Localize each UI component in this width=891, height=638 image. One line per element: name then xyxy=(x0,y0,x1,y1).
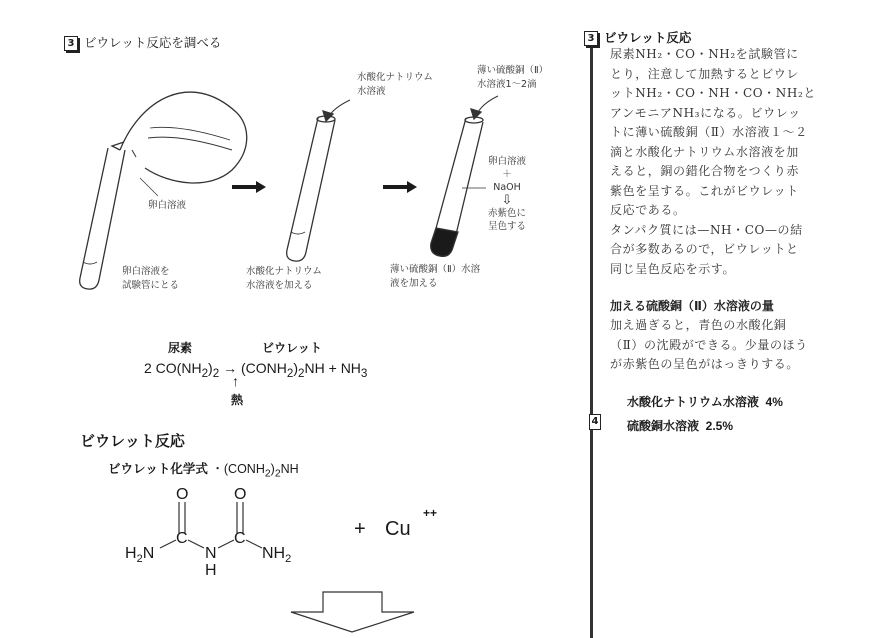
para-line: 合が多数あるので，ビウレットと xyxy=(610,242,799,256)
formula-sub: 2 xyxy=(264,468,271,480)
eq-sub: 3 xyxy=(360,366,368,380)
tube3-note-line5: 赤紫色に xyxy=(488,208,527,219)
para-line: トに薄い硫酸銅（Ⅱ）水溶液１～２ xyxy=(610,125,808,139)
eq-sub: 2 xyxy=(212,366,220,380)
cuso4-label-line1: 薄い硫酸銅（Ⅱ） xyxy=(477,65,549,76)
left-section-number: 3 xyxy=(64,36,78,51)
step1-caption-line1: 卵白溶液を xyxy=(122,266,170,277)
naoh-label-line1: 水酸化ナトリウム xyxy=(357,72,433,83)
structure-o2: O xyxy=(234,486,247,503)
step1-caption-line2: 試験管にとる xyxy=(122,280,180,291)
copper-ion: Cu xyxy=(385,518,411,540)
tube3-note-line2: ＋ xyxy=(502,169,512,180)
naoh-label-line2: 水溶液 xyxy=(357,86,386,97)
step3-caption-line2: 液を加える xyxy=(390,278,438,289)
right-subheading: 加える硫酸銅（Ⅱ）水溶液の量 xyxy=(610,299,774,313)
eq-product: (CONH xyxy=(240,360,287,376)
right-paragraph xyxy=(610,45,820,279)
right-paragraph-2 xyxy=(610,316,820,375)
formula-sub: 2 xyxy=(274,468,281,480)
structure-c1: C xyxy=(176,530,188,547)
para-line: えると，銅の錯化合物をつくり赤 xyxy=(610,164,800,178)
reagent-cuso4: 硫酸銅水溶液 2.5% xyxy=(627,419,734,433)
equation-label-urea: 尿素 xyxy=(168,341,193,355)
equation-label-biuret: ビウレット xyxy=(262,341,322,355)
para-line: ットNH₂・CO・NH・CO・NH₂と xyxy=(610,86,816,100)
copper-charge: ++ xyxy=(423,506,438,520)
eq-sub: 2 xyxy=(286,366,294,380)
reagent-naoh: 水酸化ナトリウム水溶液 4% xyxy=(627,395,783,409)
structure-o1: O xyxy=(176,486,189,503)
structure-n-mid: N xyxy=(205,545,217,562)
right-section4-number: 4 xyxy=(589,414,601,430)
right-section-number: 3 xyxy=(584,31,598,46)
plus-sign: + xyxy=(354,518,366,540)
eq-sub: 2 xyxy=(298,366,305,380)
right-section-header xyxy=(584,28,691,46)
para-line: とり，注意して加熱するとビウレ xyxy=(610,66,800,81)
step2-caption-line2: 水溶液を加える xyxy=(246,280,313,291)
eq-product: NH + NH xyxy=(304,360,361,376)
structure-h-mid: H xyxy=(205,562,217,579)
para2-line: 加え過ぎると，青色の水酸化銅 xyxy=(610,318,787,332)
eq-paren: ) xyxy=(293,360,299,376)
left-section-title: ビウレット反応を調べる xyxy=(84,35,222,50)
para2-line: が赤紫色の呈色がはっきりする。 xyxy=(610,357,800,371)
para-line: 同じ呈色反応を示す。 xyxy=(610,261,736,276)
h2n-sub: 2 xyxy=(136,553,143,566)
formula-part: ) xyxy=(270,462,275,476)
para2-line: （Ⅱ）の沈殿ができる。少量のほう xyxy=(610,337,808,352)
formula-dot: ・ xyxy=(211,462,224,476)
h2n-h: H xyxy=(125,545,137,562)
nh2-sub: 2 xyxy=(285,553,292,566)
step2-caption-line1: 水酸化ナトリウム xyxy=(246,266,322,277)
para-line: 紫色を呈する。これがビウレット xyxy=(610,183,799,198)
cuso4-label-line2: 水溶液1～2滴 xyxy=(477,79,537,90)
formula-part: NH xyxy=(280,462,299,476)
step3-caption-line1: 薄い硫酸銅（Ⅱ）水溶 xyxy=(390,264,481,275)
tube3-note-line6: 呈色する xyxy=(488,221,527,232)
heat-arrow-icon: ↑ xyxy=(232,373,239,389)
biuret-reaction-heading: ビウレット反応 xyxy=(80,433,185,450)
down-arrow-icon: ⇩ xyxy=(501,193,513,208)
para-line: 尿素NH₂・CO・NH₂を試験管に xyxy=(610,47,799,61)
right-margin-rule xyxy=(590,44,593,638)
formula-part: (CONH xyxy=(223,462,265,476)
eq-paren: ) xyxy=(208,360,213,376)
para-line: アンモニアNH₃になる。ビウレッ xyxy=(610,105,801,120)
h2n-n: N xyxy=(142,545,155,562)
reaction-arrow-icon: → xyxy=(223,360,238,376)
eq-reactant: 2 CO(NH xyxy=(144,360,202,376)
structure-c2: C xyxy=(234,530,246,547)
para-line: 反応である。 xyxy=(610,203,686,217)
tube3-note-line1: 卵白溶液 xyxy=(488,156,527,167)
right-section-title: ビウレット反応 xyxy=(604,30,692,45)
eq-sub: 2 xyxy=(201,366,209,380)
tube3-note-line3: NaOH xyxy=(493,182,521,193)
nh2-nh: NH xyxy=(262,545,286,562)
para-line: タンパク質には—NH・CO—の結 xyxy=(610,222,803,237)
para-line: 滴と水酸化ナトリウム水溶液を加 xyxy=(610,144,799,159)
formula-label: ビウレット化学式 xyxy=(108,462,208,476)
heat-label: 熱 xyxy=(231,393,244,407)
egg-white-label: 卵白溶液 xyxy=(148,200,187,211)
